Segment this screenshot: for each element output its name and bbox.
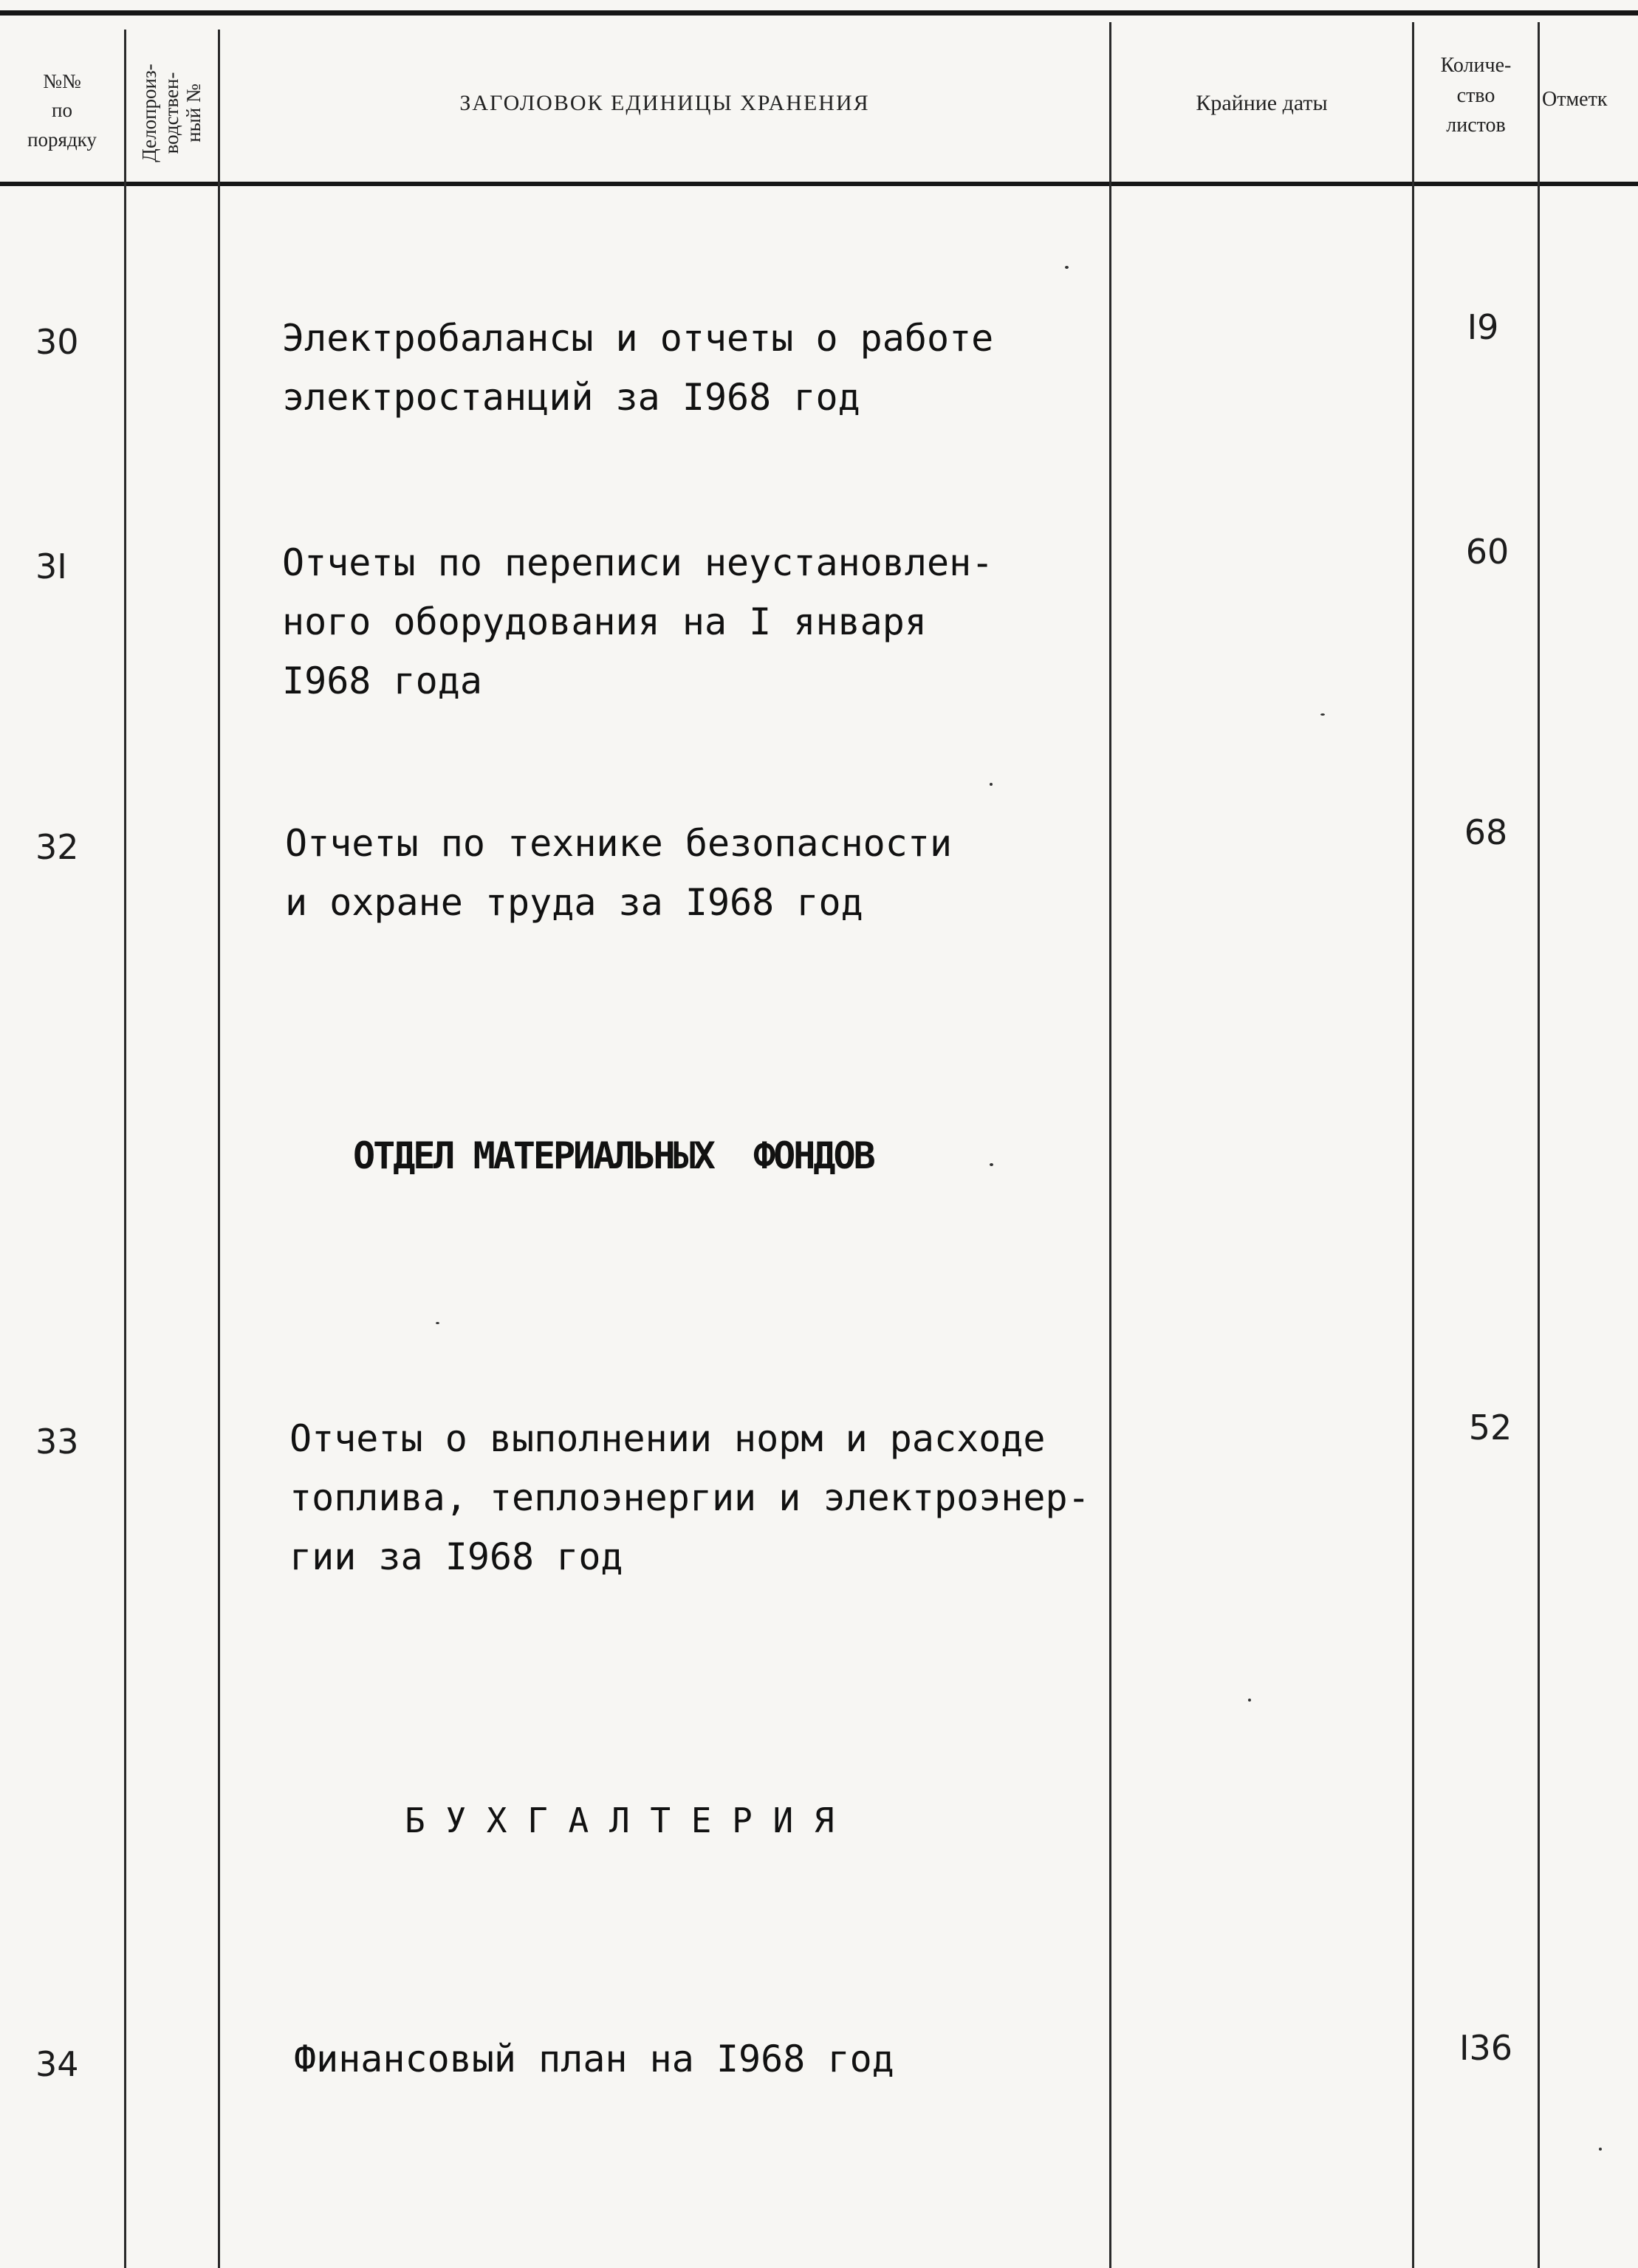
- column-divider-5: [1538, 22, 1540, 2268]
- entry-sheet-count: I9: [1467, 307, 1499, 347]
- scan-speck: [1320, 713, 1325, 716]
- header-number-column: №№ по порядку: [27, 70, 97, 151]
- header-bottom-rule: [0, 182, 1638, 186]
- scan-speck: [990, 783, 993, 786]
- entry-number: 3I: [35, 547, 67, 586]
- header-title-column: ЗАГОЛОВОК ЕДИНИЦЫ ХРАНЕНИЯ: [459, 91, 870, 116]
- header-dates-column: Крайние даты: [1196, 91, 1328, 116]
- section-heading-accounting: Б У Х Г А Л Т Е Р И Я: [405, 1801, 835, 1840]
- column-divider-1: [124, 30, 126, 2268]
- entry-number: 34: [35, 2044, 79, 2084]
- scan-speck: [990, 1163, 993, 1166]
- entry-title: Отчеты по технике безопасности и охране труда за I968 год: [285, 822, 953, 924]
- entry-sheet-count: 60: [1465, 532, 1510, 572]
- entry-number: 33: [35, 1422, 79, 1462]
- column-divider-4: [1412, 22, 1414, 2268]
- header-notes-column: Отметк: [1542, 87, 1608, 111]
- top-rule: [0, 10, 1638, 16]
- scan-speck: [1599, 2148, 1602, 2151]
- section-heading-materials: ОТДЕЛ МАТЕРИАЛЬНЫХ ФОНДОВ: [353, 1134, 874, 1177]
- header-sheets-column: Количе- ство листов: [1440, 54, 1512, 137]
- header-office-number-column: Делопроиз- водствен- ный №: [138, 64, 205, 162]
- entry-sheet-count: 68: [1464, 812, 1508, 852]
- entry-sheet-count: I36: [1459, 2028, 1513, 2068]
- entry-title: Отчеты о выполнении норм и расходе топлива, теплоэнергии и электроэнер- гии за I968 год: [289, 1417, 1090, 1578]
- scan-speck: [1248, 1699, 1251, 1702]
- column-divider-2: [218, 30, 220, 2268]
- scan-speck: [1065, 266, 1069, 269]
- scan-speck: [436, 1322, 439, 1324]
- entry-sheet-count: 52: [1468, 1408, 1512, 1448]
- entry-title: Электробалансы и отчеты о работе электростанций за I968 год: [282, 317, 994, 419]
- entry-number: 32: [35, 827, 79, 867]
- entry-title: Отчеты по переписи неустановлен- ного оборудования на I января I968 года: [282, 541, 994, 702]
- entry-title: Финансовый план на I968 год: [294, 2038, 894, 2080]
- column-divider-3: [1109, 22, 1111, 2268]
- entry-number: 30: [35, 322, 79, 362]
